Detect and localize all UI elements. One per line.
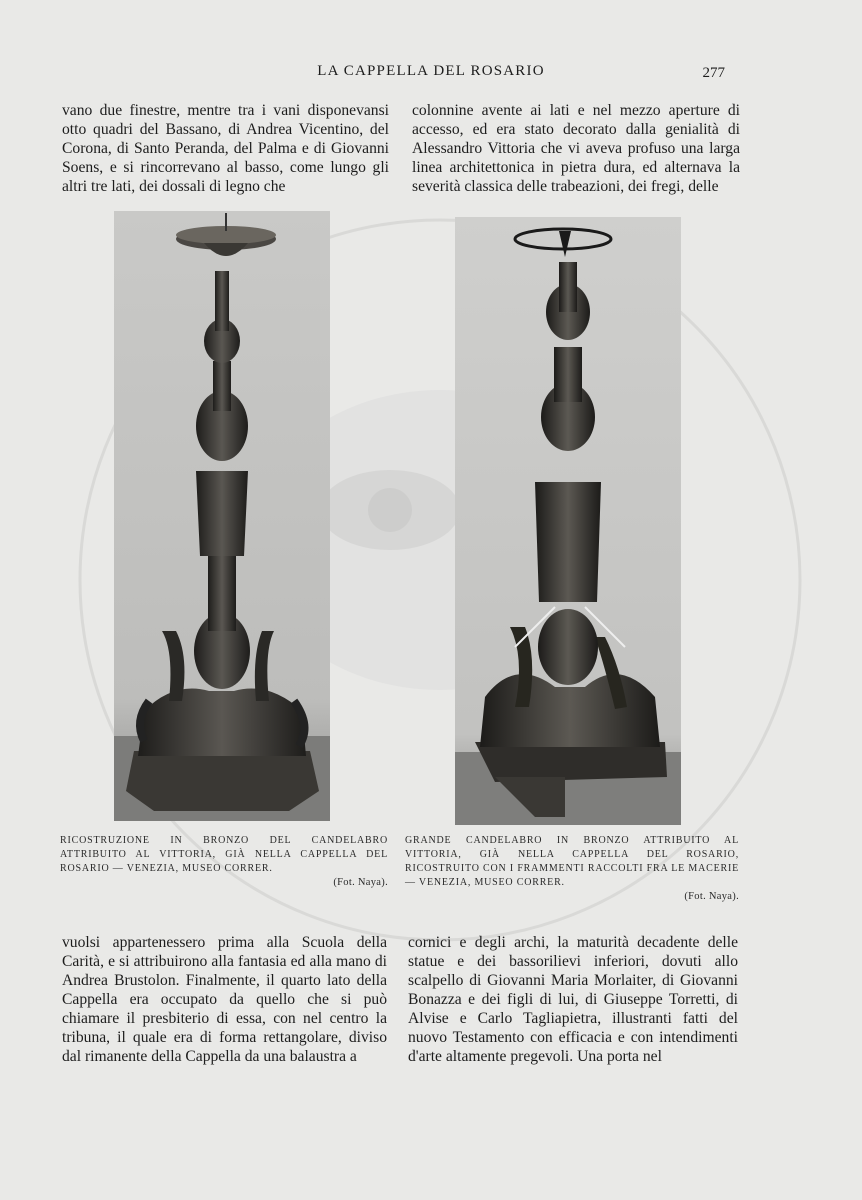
bottom-right-column: cornici e degli archi, la maturità decadente delle statue e dei bassorilievi inferiori, dovuti allo scalpello di Giovanni Maria Morlaiter, di Giovanni Bonazza e dei figli di lui, di Giuseppe Torretti, di Alvise e Carlo Tagliapietra, illustranti fatti del nuovo Testamento con efficacia e con intendimenti d'arte altamente pregevoli. Una porta nel (408, 934, 738, 1065)
running-title: LA CAPPELLA DEL ROSARIO (317, 63, 545, 79)
figure-caption-right (405, 834, 739, 904)
photo-candelabrum-reconstruction (114, 211, 330, 821)
caption-text: RICOSTRUZIONE IN BRONZO DEL CANDELABRO ATTRIBUITO AL VITTORIA, GIÀ NELLA CAPPELLA DEL ROSARIO — VENEZIA, MUSEO CORRER. (60, 835, 388, 874)
photo-grand-candelabrum (455, 217, 681, 825)
bottom-left-column: vuolsi appartenessero prima alla Scuola della Carità, e si attribuirono alla fantasia ed alla mano di Andrea Brustolon. Finalmente, il quarto lato della Cappella era occupato da quello che si può chiamare il presbiterio di essa, con nel centro la tribuna, il quale era di forma rettangolare, diviso dal rimanente della Cappella da una balaustra a (62, 934, 387, 1065)
photo-credit: (Fot. Naya). (684, 891, 739, 902)
top-left-column: vano due finestre, mentre tra i vani disponevansi otto quadri del Bassano, di Andrea Vicentino, del Corona, di Santo Peranda, del Palma e di Giovanni Soens, e si rincorrevano al basso, come lungo gli altri tre lati, dei dossali di legno che (62, 102, 389, 195)
running-head (0, 63, 862, 85)
photo-credit: (Fot. Naya). (333, 877, 388, 888)
page-number: 277 (702, 65, 725, 81)
caption-text: GRANDE CANDELABRO IN BRONZO ATTRIBUITO AL VITTORIA, GIÀ NELLA CAPPELLA DEL ROSARIO, RICOSTRUITO CON I FRAMMENTI RACCOLTI FRA LE MACERIE — VENEZIA, MUSEO CORRER. (405, 835, 739, 888)
top-right-column: colonnine avente ai lati e nel mezzo aperture di accesso, ed era stato decorato dalla genialità di Alessandro Vittoria che vi aveva profuso una larga linea architettonica in pietra dura, ed alternava la severità classica delle trabeazioni, dei fregi, delle (412, 102, 740, 195)
figure-caption-left (60, 834, 388, 890)
